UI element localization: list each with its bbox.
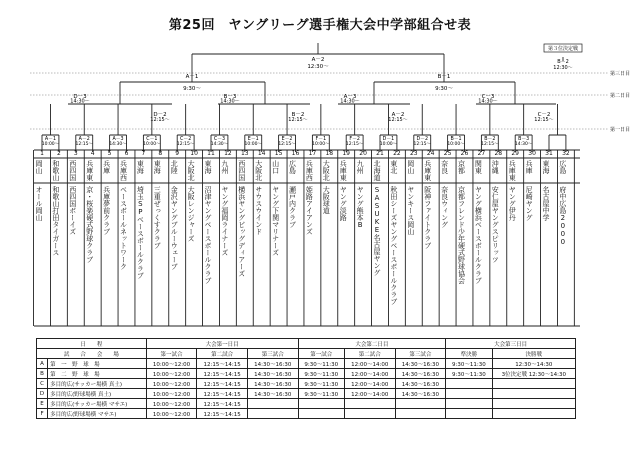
third-place-time: 12:30～ — [553, 65, 573, 71]
team-name: ベースボールネットワーク — [119, 186, 128, 270]
team-region: 東海 — [153, 160, 162, 174]
team-name: ヤング下関マリナーズ — [271, 186, 280, 256]
team-name: 奈良ウィング — [440, 186, 449, 228]
venue-id: E — [37, 399, 48, 409]
final-match-label: A－2 — [311, 57, 325, 63]
quarterfinal-label: C－3 — [481, 94, 495, 100]
schedule-row — [37, 379, 576, 389]
match-label: F－1 — [315, 137, 327, 142]
team-name: 秋田シーズヤングベースボールクラブ — [389, 186, 398, 305]
slot-time: 10:00～12:00 — [146, 399, 197, 409]
quarterfinal-label: A－3 — [343, 94, 357, 100]
team-number: 1 — [40, 150, 44, 157]
schedule-row — [37, 359, 576, 369]
slot-time: 14:30～16:30 — [247, 359, 298, 369]
match-label: C－2 — [180, 137, 192, 142]
match-time: 14:30～ — [210, 142, 229, 147]
third-place-match: B－2 — [557, 59, 569, 65]
slot-time — [344, 399, 395, 409]
slot-time: 14:30～16:30 — [247, 379, 298, 389]
slot-time — [298, 399, 344, 409]
venue-name: 第 一 野 球 場 — [48, 359, 147, 369]
slot-time — [446, 399, 492, 409]
schedule-col-header: 第三試合 — [247, 349, 298, 359]
team-name: 尼崎ヤング — [525, 186, 534, 221]
slot-time: 10:00～12:00 — [146, 409, 197, 419]
slot-time: 10:00～12:00 — [146, 359, 197, 369]
team-name: ヤング福岡ライナーズ — [220, 186, 229, 256]
schedule-row — [37, 409, 576, 419]
team-number: 3 — [73, 150, 78, 157]
day-label: 第三日目 — [610, 71, 631, 77]
schedule-row — [37, 399, 576, 409]
team-region: 大阪北 — [254, 160, 263, 181]
match-label: A－1 — [44, 137, 57, 142]
slot-time: 12:00～14:00 — [344, 359, 395, 369]
team-region: 山口 — [271, 160, 280, 174]
team-name: 府中広島2000 — [558, 186, 567, 246]
slot-time: 14:30～16:30 — [395, 389, 446, 399]
team-name: 和歌山打田タイガース — [51, 186, 60, 256]
team-number: 23 — [409, 150, 418, 157]
team-number: 28 — [494, 150, 503, 157]
slot-time: 9:30～11:30 — [298, 369, 344, 379]
team-name: ヤング横浜ベースボールクラブ — [474, 186, 483, 284]
team-name: 三重ぜっくすクラブ — [153, 186, 162, 249]
team-number: 13 — [240, 150, 249, 157]
day-label: 第一日目 — [610, 127, 631, 133]
team-name: ヤング熊本B — [356, 186, 365, 229]
slot-time: 10:00～12:00 — [146, 369, 197, 379]
quarterfinal-label: B－2 — [291, 112, 305, 118]
slot-time: 14:30～16:30 — [395, 369, 446, 379]
team-name: 兵庫夢前クラブ — [102, 186, 111, 235]
semifinal-label: A－1 — [185, 74, 199, 80]
quarterfinal-label: B－3 — [223, 94, 237, 100]
match-label: D－1 — [382, 137, 395, 142]
match-label: F－2 — [349, 137, 360, 142]
match-time: 10:00～ — [312, 142, 330, 147]
match-label: B－1 — [450, 137, 462, 142]
slot-time — [247, 399, 298, 409]
slot-time: 14:30～16:30 — [247, 389, 298, 399]
day-label: 第二日目 — [610, 93, 631, 99]
team-name: 阪神ファイトクラブ — [423, 186, 432, 249]
schedule-col-header: 第三試合 — [395, 349, 446, 359]
slot-time: 10:00～12:00 — [146, 389, 197, 399]
slot-time: 12:30～14:30 — [492, 359, 575, 369]
venue-id: A — [37, 359, 48, 369]
slot-time: 3位決定戦 12:30～14:30 — [492, 369, 575, 379]
schedule-header-row — [37, 339, 576, 349]
team-name: ヤング淡路 — [339, 186, 348, 221]
quarterfinal-time: 12:15～ — [388, 117, 408, 123]
match-time: 14:30～ — [514, 142, 533, 147]
team-name: 京・桜楽硬式野球クラブ — [85, 186, 94, 263]
team-number: 8 — [158, 150, 163, 157]
team-region: 東海 — [136, 160, 145, 174]
team-region: 広島 — [288, 160, 297, 174]
team-region: 広島 — [558, 160, 567, 174]
slot-time — [446, 389, 492, 399]
team-name: 西四国ボーイズ — [68, 186, 77, 235]
slot-time: 12:15～14:15 — [197, 399, 248, 409]
slot-time — [395, 399, 446, 409]
match-time: 10:00～ — [379, 142, 398, 147]
slot-time: 12:15～14:15 — [197, 379, 248, 389]
match-time: 10:00～ — [41, 142, 60, 147]
slot-time: 12:00～14:00 — [344, 379, 395, 389]
team-region: 沖縄 — [491, 160, 500, 174]
slot-time: 12:00～14:00 — [344, 369, 395, 379]
slot-time: 9:30～11:30 — [298, 379, 344, 389]
quarterfinal-time: 14:30～ — [340, 98, 360, 105]
slot-time — [446, 379, 492, 389]
slot-time — [344, 409, 395, 419]
team-region: 兵庫西 — [119, 160, 128, 181]
schedule-day1-label: 大会第一日目 — [146, 339, 298, 349]
quarterfinal-time: 12:15～ — [288, 117, 308, 123]
slot-time: 9:30～11:30 — [298, 359, 344, 369]
match-label: C－3 — [213, 137, 226, 142]
match-label: D－2 — [416, 137, 429, 142]
quarterfinal-label: C－2 — [537, 112, 551, 118]
team-region: 兵庫東 — [423, 160, 432, 181]
team-region: 九州 — [356, 160, 365, 174]
schedule-col-header: 決勝戦 — [492, 349, 575, 359]
team-number: 19 — [342, 150, 350, 157]
team-number: 22 — [393, 150, 401, 157]
quarterfinal-label: A－2 — [391, 112, 405, 118]
team-number: 15 — [274, 150, 283, 157]
match-time: 12:15～ — [345, 142, 364, 147]
team-region: 東海 — [542, 160, 550, 174]
schedule-col-header: 準決勝 — [446, 349, 492, 359]
team-number: 18 — [325, 150, 334, 157]
team-region: 東海 — [204, 160, 212, 174]
team-region: 兵庫東 — [508, 160, 517, 181]
quarterfinal-time: 12:15～ — [534, 117, 554, 123]
venue-name: 多目的広(サッカー場横 マサエ) — [48, 399, 147, 409]
quarterfinal-time: 14:30～ — [70, 98, 90, 105]
quarterfinal-label: D－3 — [73, 94, 87, 100]
slot-time — [492, 399, 575, 409]
match-time: 12:15～ — [176, 142, 195, 147]
match-label: B－3 — [518, 137, 530, 142]
team-region: 兵庫東 — [85, 160, 94, 181]
slot-time: 14:30～16:30 — [395, 379, 446, 389]
team-region: 北陸 — [170, 160, 179, 174]
match-label: A－2 — [78, 137, 90, 142]
team-number: 21 — [376, 150, 384, 157]
slot-time: 12:15～14:15 — [197, 409, 248, 419]
team-region: 兵庫 — [525, 160, 534, 174]
team-name: 埼玉SPベースボールクラブ — [136, 186, 145, 279]
team-number: 30 — [528, 150, 536, 157]
team-number: 16 — [291, 150, 300, 157]
schedule-col-header: 第一試合 — [298, 349, 344, 359]
team-name: 瀬戸内クラブ — [288, 186, 297, 228]
team-number: 4 — [90, 150, 95, 157]
slot-time — [247, 409, 298, 419]
venue-name: 多目的広(野球場横 マサエ) — [48, 409, 147, 419]
team-number: 32 — [562, 150, 570, 157]
semifinal-time: 9:30～ — [183, 86, 201, 92]
third-place-label: 第３位決定戦 — [547, 46, 579, 52]
team-name: 姫路アイアンズ — [305, 186, 314, 235]
team-number: 5 — [107, 150, 112, 157]
team-name: 沼津ヤングベースボールクラブ — [204, 186, 212, 284]
team-name: 名古屋中学 — [542, 186, 550, 221]
venue-name: 多目的広(野球場横 真土) — [48, 389, 147, 399]
match-time: 12:15～ — [413, 142, 431, 147]
schedule-col-header: 第一試合 — [146, 349, 197, 359]
schedule-row — [37, 389, 576, 399]
match-time: 12:15～ — [75, 142, 93, 147]
team-region: 大阪北 — [322, 160, 331, 181]
team-region: 奈良 — [440, 160, 449, 174]
team-number: 9 — [175, 150, 180, 157]
team-number: 6 — [124, 150, 129, 157]
team-region: 西四国 — [68, 160, 77, 181]
match-label: E－1 — [247, 137, 259, 142]
team-region: 兵庫 — [102, 160, 111, 174]
team-number: 29 — [511, 150, 519, 157]
schedule-col-header: 第二試合 — [197, 349, 248, 359]
team-region: 九州 — [220, 160, 229, 174]
team-name: 安仁屋ヤングスピリッツ — [491, 186, 500, 263]
slot-time — [298, 409, 344, 419]
team-name: オール岡山 — [35, 186, 43, 221]
team-region: 岡山 — [35, 160, 43, 174]
team-region: 大阪北 — [187, 160, 196, 181]
team-region: 東北 — [389, 160, 398, 174]
team-number: 17 — [308, 150, 317, 157]
quarterfinal-time: 14:30～ — [478, 98, 498, 105]
team-name: 大阪球道 — [322, 186, 331, 214]
team-region: 兵庫西 — [305, 160, 314, 181]
team-number: 27 — [477, 150, 486, 157]
team-region: 岡山 — [406, 160, 415, 174]
match-time: 14:30～ — [109, 142, 127, 147]
match-label: B－2 — [484, 137, 496, 142]
team-number: 20 — [359, 150, 367, 157]
match-time: 10:00～ — [244, 142, 262, 147]
final-match-time: 12:30～ — [307, 64, 329, 70]
slot-time — [446, 409, 492, 419]
schedule-dates-label: 日 程 — [37, 339, 147, 349]
team-region: 兵庫東 — [339, 160, 348, 181]
slot-time: 9:30～11:30 — [446, 359, 492, 369]
schedule-row — [37, 369, 576, 379]
match-time: 10:00～ — [143, 142, 161, 147]
schedule-table — [36, 338, 576, 419]
venue-id: C — [37, 379, 48, 389]
venue-id: B — [37, 369, 48, 379]
venue-id: F — [37, 409, 48, 419]
team-number: 31 — [545, 150, 553, 157]
slot-time — [395, 409, 446, 419]
match-time: 12:15～ — [481, 142, 499, 147]
team-name: 横浜ヤングビッグディアーズ — [237, 186, 246, 277]
schedule-subheader-row — [37, 349, 576, 359]
slot-time: 9:30～11:30 — [446, 369, 492, 379]
slot-time — [492, 409, 575, 419]
semifinal-time: 9:30～ — [435, 86, 453, 92]
team-name: サウスウインド — [254, 186, 263, 235]
team-name: ヤング伊丹 — [508, 186, 517, 221]
team-name: 京都フレンド少年硬式野球協会 — [457, 186, 466, 284]
slot-time: 10:00～12:00 — [146, 379, 197, 389]
slot-time: 14:30～16:30 — [395, 359, 446, 369]
match-label: A－3 — [112, 137, 124, 142]
quarterfinal-time: 12:15～ — [150, 117, 170, 123]
venue-id: D — [37, 389, 48, 399]
slot-time: 9:30～11:30 — [298, 389, 344, 399]
schedule-venue-label: 試 合 会 場 — [37, 349, 147, 359]
slot-time: 14:30～16:30 — [247, 369, 298, 379]
quarterfinal-label: D－2 — [153, 112, 167, 118]
team-number: 12 — [224, 150, 232, 157]
slot-time: 12:15～14:15 — [197, 369, 248, 379]
team-region: 関東 — [474, 160, 483, 174]
team-number: 10 — [190, 150, 198, 157]
match-time: 12:15～ — [278, 142, 296, 147]
match-label: E－2 — [281, 137, 293, 142]
team-name: ヤンキース岡山 — [406, 186, 415, 235]
semifinal-label: B－1 — [437, 74, 451, 80]
slot-time — [492, 389, 575, 399]
page-title: 第25回 ヤングリーグ選手権大会中学部組合せ表 — [168, 18, 472, 33]
team-region: 西四国 — [237, 160, 246, 181]
schedule-day2-label: 大会第二日目 — [298, 339, 446, 349]
match-time: 10:00～ — [447, 142, 465, 147]
team-name: 金沢ヤングブルーウェーブ — [170, 186, 179, 270]
venue-name: 多目的広(サッカー場横 真土) — [48, 379, 147, 389]
match-label: C－1 — [146, 137, 158, 142]
slot-time: 12:15～14:15 — [197, 389, 248, 399]
team-region: 北海道 — [373, 160, 381, 181]
schedule-col-header: 第二試合 — [344, 349, 395, 359]
slot-time: 12:15～14:15 — [197, 359, 248, 369]
team-number: 2 — [56, 150, 61, 157]
team-number: 25 — [443, 150, 452, 157]
slot-time: 12:00～14:00 — [344, 389, 395, 399]
team-number: 11 — [207, 150, 215, 157]
slot-time — [492, 379, 575, 389]
team-number: 7 — [141, 150, 146, 157]
team-number: 26 — [460, 150, 469, 157]
team-region: 和歌山 — [51, 160, 60, 181]
team-number: 14 — [257, 150, 266, 157]
schedule-day3-label: 大会第三日目 — [446, 339, 576, 349]
team-name: SASUKE名古屋ヤング — [373, 186, 381, 276]
team-number: 24 — [426, 150, 435, 157]
venue-name: 第 二 野 球 場 — [48, 369, 147, 379]
team-region: 京都 — [457, 160, 466, 174]
team-name: 大阪レンジャーズ — [187, 186, 196, 242]
quarterfinal-time: 14:30～ — [220, 98, 240, 105]
